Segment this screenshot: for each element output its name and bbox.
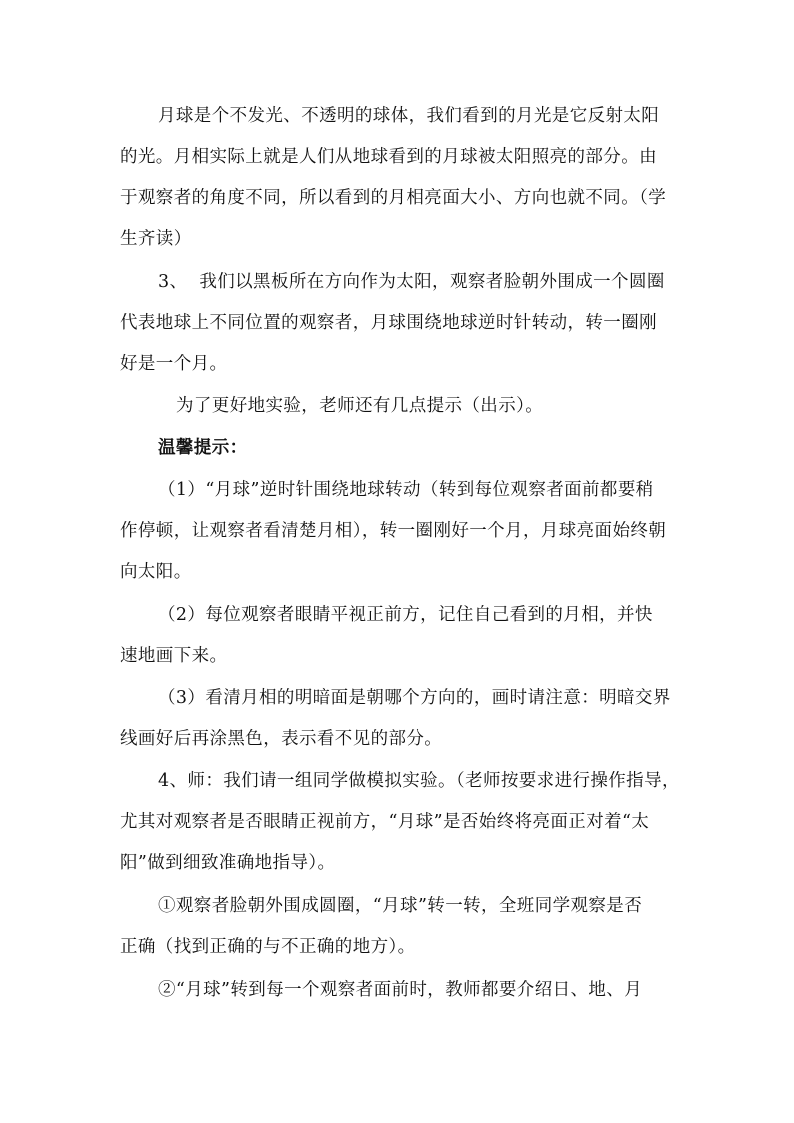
paragraph-line: 好是一个月。 — [120, 354, 228, 374]
paragraph-line: 阳”做到细致准确地指导）。 — [120, 853, 336, 873]
paragraph-line: ①观察者脸朝外围成圆圈，“月球”转一转，全班同学观察是否 — [158, 896, 643, 916]
paragraph-line: 月球是个不发光、不透明的球体，我们看到的月光是它反射太阳 — [158, 106, 660, 126]
paragraph-line: 尤其对观察者是否眼睛正视前方，“月球”是否始终将亮面正对着“太 — [120, 812, 650, 832]
paragraph-line: 作停顿，让观察者看清楚月相），转一圈刚好一个月，月球亮面始终朝 — [120, 521, 667, 541]
paragraph-line: 线画好后再涂黑色，表示看不见的部分。 — [120, 729, 443, 749]
paragraph-line: 生齐读） — [120, 229, 192, 249]
paragraph-line: （2）每位观察者眼睛平视正前方，记住自己看到的月相，并快 — [158, 605, 653, 625]
paragraph-line: 代表地球上不同位置的观察者，月球围绕地球逆时针转动，转一圈刚 — [120, 313, 657, 333]
paragraph-line: 向太阳。 — [120, 562, 192, 582]
paragraph-line: 为了更好地实验，老师还有几点提示（出示）。 — [176, 396, 544, 416]
paragraph-line: 的光。月相实际上就是人们从地球看到的月球被太阳照亮的部分。由 — [120, 147, 657, 167]
paragraph-line: 3、 我们以黑板所在方向作为太阳，观察者脸朝外围成一个圆圈 — [158, 272, 665, 292]
section-heading: 温馨提示： — [158, 438, 248, 458]
paragraph-line: 正确（找到正确的与不正确的地方）。 — [120, 937, 416, 957]
paragraph-line: （3）看清月相的明暗面是朝哪个方向的，画时请注意：明暗交界 — [158, 688, 671, 708]
paragraph-line: ②“月球”转到每一个观察者面前时，教师都要介绍日、地、月 — [158, 980, 643, 1000]
paragraph-line: （1）“月球”逆时针围绕地球转动（转到每位观察者面前都要稍 — [158, 480, 654, 500]
paragraph-line: 速地画下来。 — [120, 646, 228, 666]
paragraph-line: 4、师：我们请一组同学做模拟实验。（老师按要求进行操作指导， — [158, 771, 680, 791]
paragraph-line: 于观察者的角度不同，所以看到的月相亮面大小、方向也就不同。（学 — [120, 188, 667, 208]
